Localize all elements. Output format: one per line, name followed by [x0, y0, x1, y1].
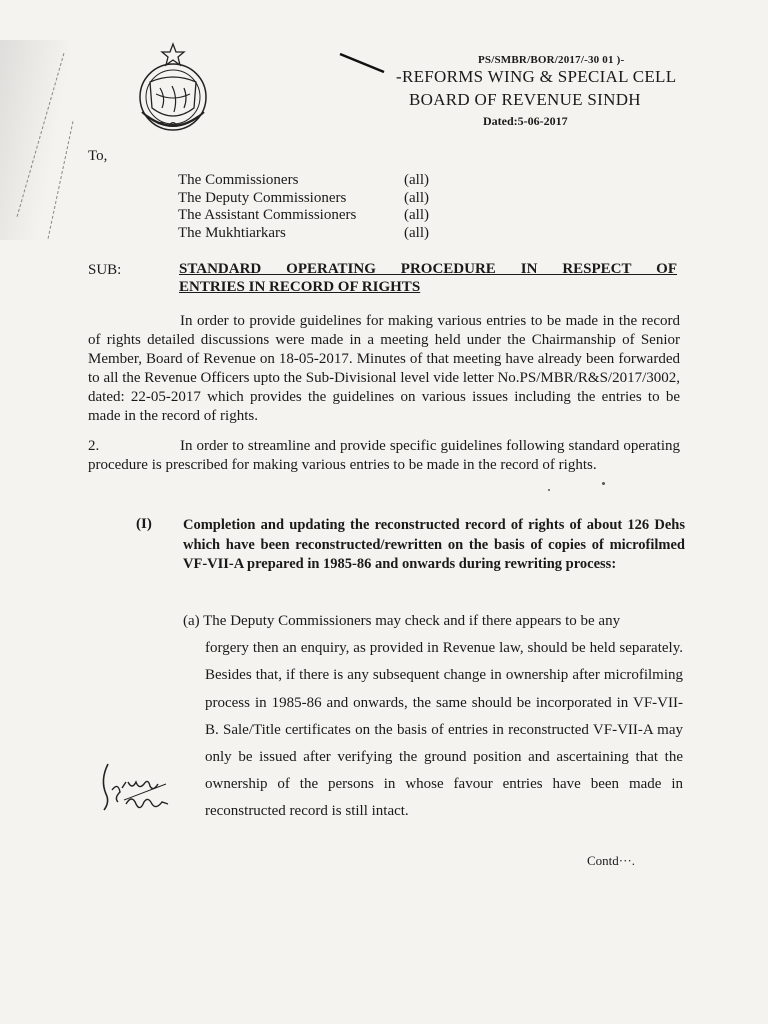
sub-item-label: (a): [183, 613, 200, 629]
salutation-to: To,: [88, 148, 108, 164]
recipient-scope: (all): [404, 207, 429, 223]
recipient-scope: (all): [404, 172, 429, 188]
sub-item-first-line: The Deputy Commissioners may check and if there appears to be any: [203, 613, 621, 629]
paragraph-1: In order to provide guidelines for making various entries to be made in the record of rights detailed discussions were made in a meeting held under the Chairmanship of Senior Member, Board of Revenue on 18-05-2017. Minutes of that meeting have already been forwarded to all the Revenue Officers upto the Sub-Divisional level vide letter No.PS/MBR/R&S/2017/3002, dated: 22-05-2017 which provides the guidelines on various issues including the entries to be made in the record of rights.: [88, 313, 680, 424]
sindh-government-emblem-icon: [128, 42, 218, 142]
pen-stroke-mark: [338, 52, 388, 74]
sub-item-body: forgery then an enquiry, as provided in Revenue law, should be held separately. Besides that, if there is any subsequent change in ownership after microfilming process in 1985-86 and onwards, the same should be incorporated in VF-VII-B. Sale/Title certificates on the basis of entries in reconstructed VF-VII-A may only be issued after verifying the ground position and ascertaining that the ownership of the persons in whose favour entries have been made in reconstructed record is still intact.: [205, 640, 683, 820]
recipient-list: [178, 172, 444, 242]
recipient-row: [178, 172, 444, 190]
department-name: BOARD OF REVENUE SINDH: [409, 90, 641, 109]
reference-number: PS/SMBR/BOR/2017/-30 01 )-: [478, 54, 625, 66]
item-number: (I): [136, 516, 152, 532]
recipient-name: The Mukhtiarkars: [178, 224, 286, 241]
recipient-name: The Deputy Commissioners: [178, 189, 347, 206]
item-heading: Completion and updating the reconstructed record of rights of about 126 Dehs which have been reconstructed/rewritten on the basis of copies of microfilmed VF-VII-A prepared in 1985-86 and onwards during rewriting process:: [183, 517, 685, 572]
scan-speck: [602, 482, 605, 485]
recipient-name: The Commissioners: [178, 172, 299, 188]
subject-line-1: STANDARD OPERATING PROCEDURE IN RESPECT OF: [179, 261, 677, 277]
recipient-scope: (all): [404, 189, 429, 206]
subject-label: SUB:: [88, 262, 122, 278]
paragraph-number: 2.: [88, 438, 100, 454]
recipient-row: [178, 225, 444, 243]
paragraph-2: [88, 437, 680, 475]
handwritten-initials: [96, 760, 206, 830]
paragraph-2-text: In order to streamline and provide specific guidelines following standard operating procedure is prescribed for making various entries to be made in the record of rights.: [88, 438, 680, 473]
recipient-row: [178, 190, 444, 208]
sub-item-a: [183, 608, 683, 826]
subject-line-2: ENTRIES IN RECORD OF RIGHTS: [179, 279, 421, 295]
office-name: -REFORMS WING & SPECIAL CELL: [396, 67, 677, 86]
recipient-scope: (all): [404, 224, 429, 241]
recipient-row: [178, 207, 444, 225]
recipient-name: The Assistant Commissioners: [178, 207, 357, 223]
scan-speck: [548, 489, 550, 491]
letter-date: Dated:5-06-2017: [483, 114, 568, 128]
continued-marker: Contd···.: [587, 853, 636, 868]
